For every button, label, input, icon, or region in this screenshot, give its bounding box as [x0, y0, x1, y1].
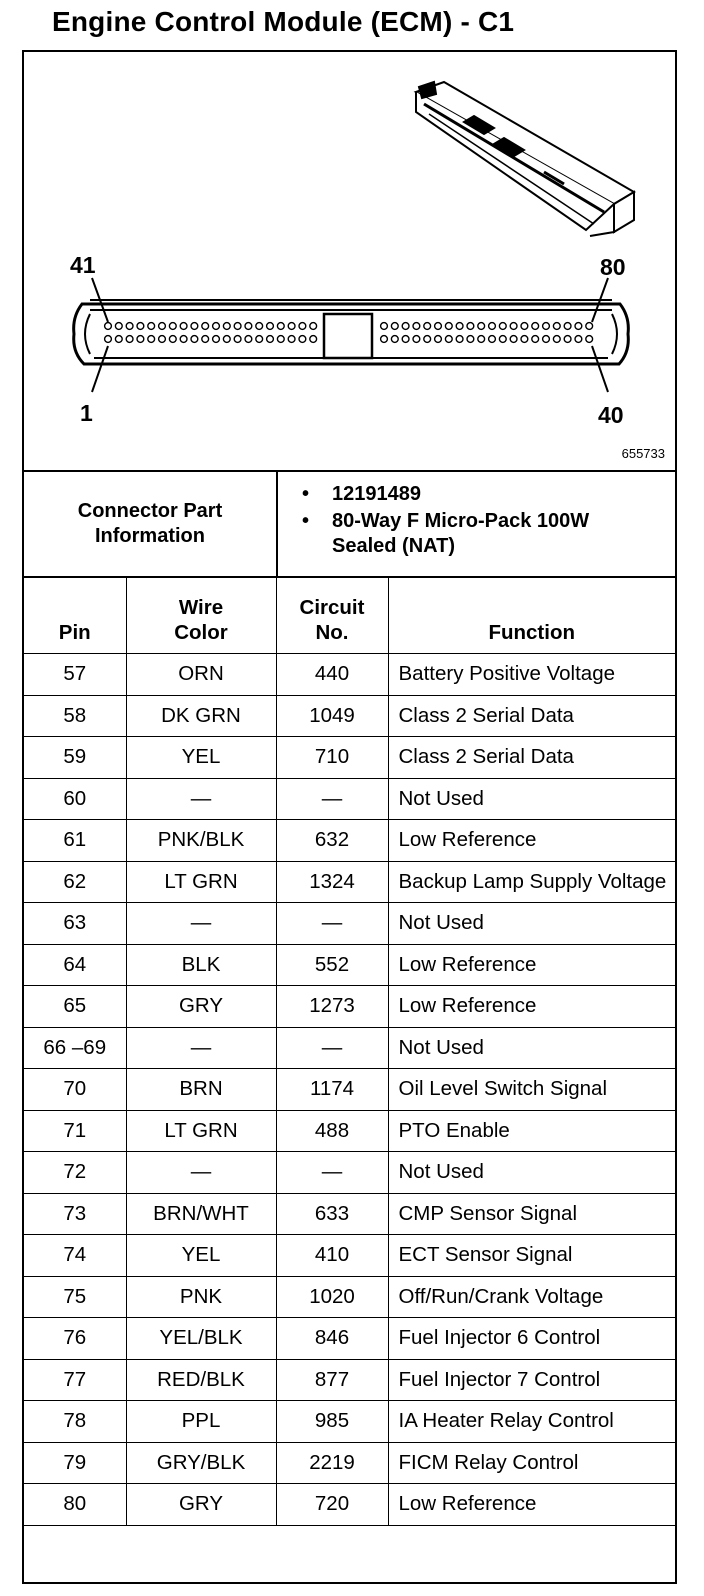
page-title: Engine Control Module (ECM) - C1: [52, 6, 515, 37]
pin-hole: [180, 323, 187, 330]
pin-hole: [499, 336, 506, 343]
cell-wire-color: DK GRN: [126, 695, 276, 737]
pin-hole: [467, 323, 474, 330]
pin-hole: [288, 323, 295, 330]
pin-hole: [456, 323, 463, 330]
table-row: [24, 1359, 675, 1401]
cell-pin: 78: [24, 1401, 126, 1443]
table-row: [24, 944, 675, 986]
cell-wire-color: YEL: [126, 737, 276, 779]
pin-hole: [424, 336, 431, 343]
cell-wire-color: —: [126, 778, 276, 820]
cell-pin: 59: [24, 737, 126, 779]
cell-wire-color: —: [126, 903, 276, 945]
pin-hole: [310, 323, 317, 330]
cell-wire-color: —: [126, 1152, 276, 1194]
cell-circuit: 440: [276, 654, 388, 696]
pin-hole: [553, 336, 560, 343]
pin-hole: [543, 323, 550, 330]
cell-circuit: —: [276, 1152, 388, 1194]
pin-hole: [277, 323, 284, 330]
cell-wire-color: PNK: [126, 1276, 276, 1318]
pin-hole: [413, 336, 420, 343]
table-header-row: [24, 578, 675, 654]
cell-pin: 57: [24, 654, 126, 696]
connector-info-label: Connector Part Information: [24, 472, 278, 576]
cell-wire-color: RED/BLK: [126, 1359, 276, 1401]
cell-pin: 62: [24, 861, 126, 903]
cell-circuit: —: [276, 903, 388, 945]
table-row: [24, 1069, 675, 1111]
cell-function: PTO Enable: [388, 1110, 675, 1152]
pin-hole: [456, 336, 463, 343]
cell-circuit: —: [276, 778, 388, 820]
cell-function: Not Used: [388, 903, 675, 945]
connector-info: [24, 472, 675, 578]
pin-hole: [191, 336, 198, 343]
cell-function: Class 2 Serial Data: [388, 737, 675, 779]
cell-wire-color: LT GRN: [126, 861, 276, 903]
pin-hole: [489, 336, 496, 343]
cell-pin: 63: [24, 903, 126, 945]
pin-hole: [391, 323, 398, 330]
cell-function: Off/Run/Crank Voltage: [388, 1276, 675, 1318]
cell-pin: 66 –69: [24, 1027, 126, 1069]
connector-face: [74, 300, 629, 364]
cell-circuit: 710: [276, 737, 388, 779]
pin-hole: [299, 323, 306, 330]
cell-pin: 71: [24, 1110, 126, 1152]
cell-circuit: 985: [276, 1401, 388, 1443]
cell-function: Not Used: [388, 778, 675, 820]
header-circuit: Circuit No.: [276, 578, 388, 654]
connector-illustration: [24, 52, 675, 470]
pin-hole: [478, 336, 485, 343]
cell-wire-color: PPL: [126, 1401, 276, 1443]
pin-label-80: 80: [600, 254, 626, 280]
pin-hole: [532, 336, 539, 343]
cell-function: IA Heater Relay Control: [388, 1401, 675, 1443]
cell-circuit: —: [276, 1027, 388, 1069]
table-row: [24, 861, 675, 903]
table-row: [24, 695, 675, 737]
pin-hole: [245, 336, 252, 343]
bullet-icon: •: [302, 483, 310, 505]
cell-circuit: 632: [276, 820, 388, 862]
cell-circuit: 846: [276, 1318, 388, 1360]
pin-hole: [169, 336, 176, 343]
pin-hole: [564, 323, 571, 330]
cell-function: Not Used: [388, 1152, 675, 1194]
cell-function: Oil Level Switch Signal: [388, 1069, 675, 1111]
cell-circuit: 633: [276, 1193, 388, 1235]
pin-hole: [478, 323, 485, 330]
header-wire-color: Wire Color: [126, 578, 276, 654]
cell-wire-color: BLK: [126, 944, 276, 986]
cell-pin: 65: [24, 986, 126, 1028]
cell-function: Fuel Injector 6 Control: [388, 1318, 675, 1360]
pin-hole: [445, 336, 452, 343]
pin-hole: [159, 323, 166, 330]
cell-function: Class 2 Serial Data: [388, 695, 675, 737]
pin-hole: [115, 336, 122, 343]
cell-function: Backup Lamp Supply Voltage: [388, 861, 675, 903]
cell-pin: 74: [24, 1235, 126, 1277]
cell-circuit: 1174: [276, 1069, 388, 1111]
cell-wire-color: ORN: [126, 654, 276, 696]
pin-label-41: 41: [70, 252, 96, 278]
pin-hole: [381, 336, 388, 343]
header-function: Function: [388, 578, 675, 654]
cell-pin: 64: [24, 944, 126, 986]
pin-hole: [267, 336, 274, 343]
pin-hole: [169, 323, 176, 330]
pin-hole: [299, 336, 306, 343]
table-row: [24, 1484, 675, 1526]
pin-hole: [234, 336, 241, 343]
pin-hole: [402, 336, 409, 343]
table-row: [24, 1235, 675, 1277]
table-row: [24, 1442, 675, 1484]
cell-function: ECT Sensor Signal: [388, 1235, 675, 1277]
pin-hole: [223, 336, 230, 343]
pin-hole: [586, 323, 593, 330]
cell-function: Battery Positive Voltage: [388, 654, 675, 696]
pin-hole: [467, 336, 474, 343]
pin-hole: [148, 336, 155, 343]
pin-hole: [256, 323, 263, 330]
cell-circuit: 1049: [276, 695, 388, 737]
cell-circuit: 1324: [276, 861, 388, 903]
cell-wire-color: GRY: [126, 1484, 276, 1526]
cell-circuit: 877: [276, 1359, 388, 1401]
pin-hole: [532, 323, 539, 330]
pin-hole: [277, 336, 284, 343]
pin-hole: [137, 323, 144, 330]
bullet-icon: •: [302, 510, 310, 532]
connector-frame: [22, 50, 677, 1584]
pin-hole: [381, 323, 388, 330]
table-row: [24, 1152, 675, 1194]
cell-wire-color: BRN: [126, 1069, 276, 1111]
cell-pin: 73: [24, 1193, 126, 1235]
table-row: [24, 1276, 675, 1318]
pin-hole: [445, 323, 452, 330]
pin-hole: [543, 336, 550, 343]
cell-pin: 70: [24, 1069, 126, 1111]
cell-circuit: 1273: [276, 986, 388, 1028]
cell-function: Low Reference: [388, 1484, 675, 1526]
pin-hole: [126, 336, 133, 343]
cell-function: Low Reference: [388, 986, 675, 1028]
cell-wire-color: YEL: [126, 1235, 276, 1277]
pin-hole: [213, 336, 220, 343]
cell-function: Low Reference: [388, 944, 675, 986]
cell-pin: 77: [24, 1359, 126, 1401]
pin-label-1: 1: [80, 400, 93, 426]
pin-hole: [553, 323, 560, 330]
pin-hole: [105, 336, 112, 343]
pin-hole: [575, 323, 582, 330]
pin-hole: [521, 323, 528, 330]
cell-function: Low Reference: [388, 820, 675, 862]
table-row: [24, 820, 675, 862]
table-row: [24, 654, 675, 696]
table-row: [24, 1401, 675, 1443]
pin-hole: [180, 336, 187, 343]
cell-pin: 79: [24, 1442, 126, 1484]
pin-hole: [424, 323, 431, 330]
cell-wire-color: GRY: [126, 986, 276, 1028]
cell-wire-color: GRY/BLK: [126, 1442, 276, 1484]
cell-pin: 61: [24, 820, 126, 862]
table-row: [24, 1027, 675, 1069]
cell-function: CMP Sensor Signal: [388, 1193, 675, 1235]
pin-hole: [256, 336, 263, 343]
pin-hole: [234, 323, 241, 330]
table-row: [24, 1110, 675, 1152]
table-row: [24, 778, 675, 820]
table-row: [24, 1318, 675, 1360]
cell-pin: 72: [24, 1152, 126, 1194]
pin-hole: [148, 323, 155, 330]
pin-hole: [575, 336, 582, 343]
pin-hole: [521, 336, 528, 343]
pin-hole: [413, 323, 420, 330]
pin-hole: [499, 323, 506, 330]
cell-circuit: 488: [276, 1110, 388, 1152]
pin-hole: [115, 323, 122, 330]
pin-hole: [245, 323, 252, 330]
info-item: • 12191489: [286, 482, 671, 507]
cell-circuit: 1020: [276, 1276, 388, 1318]
cell-pin: 60: [24, 778, 126, 820]
connector-diagram: [24, 52, 675, 472]
pin-hole: [310, 336, 317, 343]
pin-hole: [159, 336, 166, 343]
table-row: [24, 986, 675, 1028]
table-row: [24, 737, 675, 779]
pin-hole: [510, 336, 517, 343]
cell-wire-color: —: [126, 1027, 276, 1069]
cell-pin: 76: [24, 1318, 126, 1360]
cell-circuit: 552: [276, 944, 388, 986]
pin-hole: [586, 336, 593, 343]
cell-function: Fuel Injector 7 Control: [388, 1359, 675, 1401]
pin-hole: [510, 323, 517, 330]
connector-3d-icon: [416, 82, 634, 236]
table-row: [24, 1193, 675, 1235]
pin-hole: [202, 336, 209, 343]
cell-wire-color: PNK/BLK: [126, 820, 276, 862]
pin-hole: [213, 323, 220, 330]
pin-hole: [137, 336, 144, 343]
header-pin: Pin: [24, 578, 126, 654]
table-row: [24, 903, 675, 945]
pinout-table: [24, 578, 675, 1526]
cell-function: Not Used: [388, 1027, 675, 1069]
cell-pin: 75: [24, 1276, 126, 1318]
pin-label-40: 40: [598, 402, 624, 428]
pin-hole: [391, 336, 398, 343]
pin-hole: [402, 323, 409, 330]
cell-function: FICM Relay Control: [388, 1442, 675, 1484]
pin-hole: [435, 323, 442, 330]
figure-id: 655733: [621, 446, 665, 461]
pin-hole: [435, 336, 442, 343]
pin-hole: [202, 323, 209, 330]
cell-wire-color: YEL/BLK: [126, 1318, 276, 1360]
connector-info-items: [286, 482, 671, 561]
pin-hole: [564, 336, 571, 343]
pin-hole: [105, 323, 112, 330]
cell-pin: 80: [24, 1484, 126, 1526]
pin-hole: [267, 323, 274, 330]
cell-circuit: 720: [276, 1484, 388, 1526]
table-body: [24, 654, 675, 1526]
pin-hole: [126, 323, 133, 330]
pin-hole: [288, 336, 295, 343]
cell-wire-color: BRN/WHT: [126, 1193, 276, 1235]
cell-pin: 58: [24, 695, 126, 737]
cell-circuit: 2219: [276, 1442, 388, 1484]
cell-circuit: 410: [276, 1235, 388, 1277]
pin-hole: [223, 323, 230, 330]
info-item: • 80-Way F Micro-Pack 100W Sealed (NAT): [286, 509, 671, 559]
pin-hole: [489, 323, 496, 330]
cell-wire-color: LT GRN: [126, 1110, 276, 1152]
pin-hole: [191, 323, 198, 330]
